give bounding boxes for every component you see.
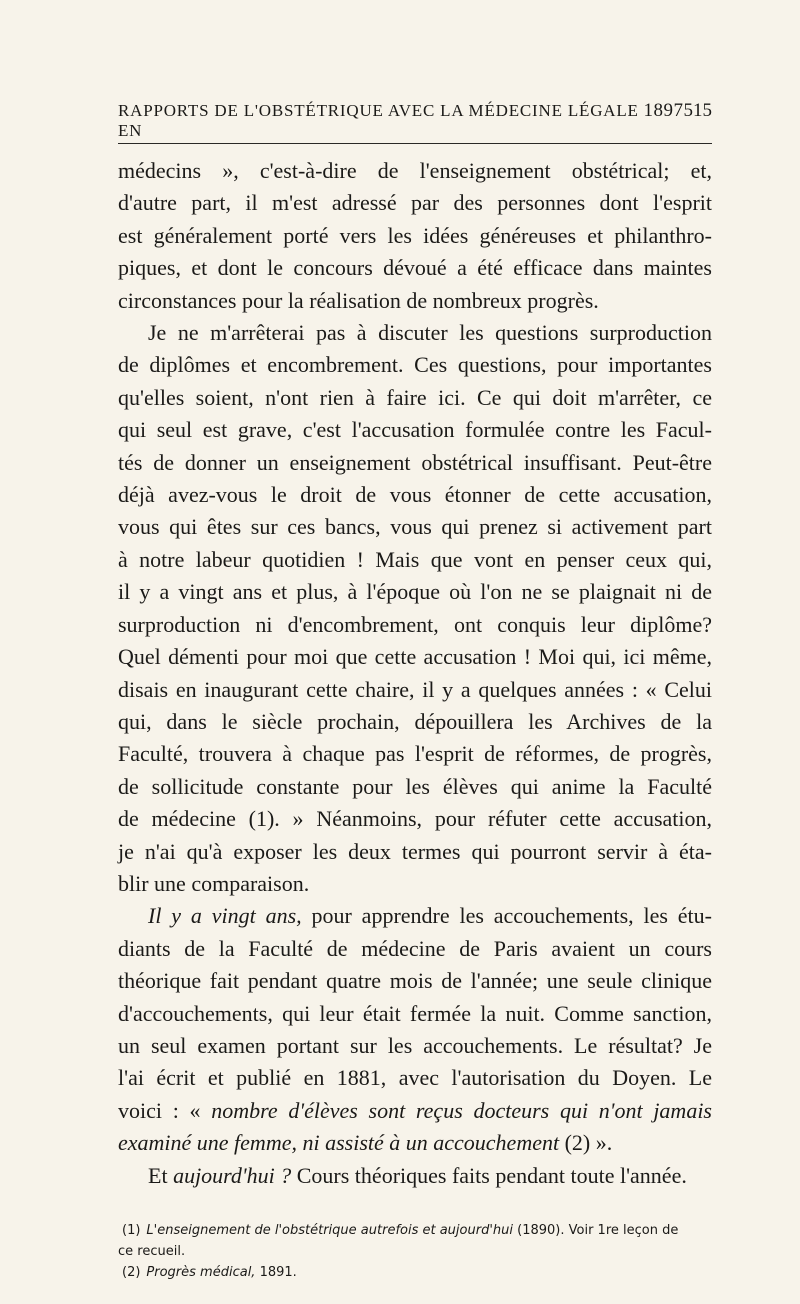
footnote-text: (1890). Voir 1re leçon de	[513, 1223, 679, 1238]
text-line: diants de la Faculté de médecine de Paris avaient un cours	[118, 935, 712, 961]
italic-text: aujourd'hui ?	[173, 1162, 292, 1188]
text-line: il y a vingt ans et plus, à l'époque où l'on ne se plaignait ni de	[118, 579, 712, 605]
text-line	[118, 1160, 712, 1192]
footnote-title: L'enseignement de l'obstétrique autrefois et aujourd'hui	[146, 1223, 513, 1238]
text-line: déjà avez-vous le droit de vous étonner de cette accusation,	[118, 482, 712, 508]
text-line: qui, dans le siècle prochain, dépouillera les Archives de la	[118, 708, 712, 734]
header-rule	[118, 143, 712, 144]
footnotes	[118, 1220, 712, 1283]
text-line: blir une comparaison.	[118, 870, 310, 896]
running-year: 1897	[643, 100, 684, 121]
text-span: (2) ».	[559, 1130, 613, 1156]
footnote-number: (2)	[122, 1265, 141, 1280]
text-span: voici : «	[118, 1097, 212, 1123]
text-line: circonstances pour la réalisation de nombreux progrès.	[118, 287, 599, 313]
running-header	[118, 100, 712, 141]
text-line: de médecine (1). » Néanmoins, pour réfuter cette accusation,	[118, 806, 712, 832]
footnote-1-continuation: ce recueil.	[118, 1244, 186, 1259]
text-line: vous qui êtes sur ces bancs, vous qui prenez si activement part	[118, 514, 712, 540]
italic-text: Il y a vingt ans,	[148, 903, 302, 929]
text-line: Quel démenti pour moi que cette accusation ! Moi qui, ici même,	[118, 644, 712, 670]
text-line: est généralement porté vers les idées généreuses et philanthro-	[118, 222, 712, 248]
page-number: 515	[683, 100, 712, 121]
text-line	[118, 1127, 712, 1159]
text-line: Je ne m'arrêterai pas à discuter les questions surproduction	[148, 320, 712, 346]
footnote-number: (1)	[122, 1223, 141, 1238]
text-line: je n'ai qu'à exposer les deux termes qui pourront servir à éta-	[118, 838, 712, 864]
text-line: qui seul est grave, c'est l'accusation formulée contre les Facul-	[118, 417, 712, 443]
text-line: tés de donner un enseignement obstétrical insuffisant. Peut-être	[118, 449, 712, 475]
text-line: théorique fait pendant quatre mois de l'année; une seule clinique	[118, 968, 712, 994]
text-line: d'autre part, il m'est adressé par des personnes dont l'esprit	[118, 190, 712, 216]
text-line: piques, et dont le concours dévoué a été efficace dans maintes	[118, 255, 712, 281]
footnote-title: Progrès médical,	[146, 1265, 256, 1280]
footnote-1	[118, 1220, 712, 1241]
text-line: de sollicitude constante pour les élèves qui anime la Faculté	[118, 773, 712, 799]
text-span: Et	[148, 1162, 174, 1188]
body-text	[118, 155, 712, 1192]
text-span: Cours théoriques faits pendant toute l'année.	[291, 1162, 687, 1188]
text-line: un seul examen portant sur les accouchements. Le résultat? Je	[118, 1032, 712, 1058]
text-line: disais en inaugurant cette chaire, il y a quelques années : « Celui	[118, 676, 712, 702]
text-line	[118, 1095, 712, 1127]
footnote-text: 1891.	[255, 1265, 297, 1280]
italic-text: nombre d'élèves sont reçus docteurs qui n'ont jamais	[211, 1097, 712, 1123]
text-line: l'ai écrit et publié en 1881, avec l'autorisation du Doyen. Le	[118, 1065, 712, 1091]
footnote-2	[118, 1262, 712, 1283]
italic-text: examiné une femme, ni assisté à un accouchement	[118, 1130, 560, 1156]
text-span: pour apprendre les accouchements, les étu-	[301, 903, 712, 929]
text-line: de diplômes et encombrement. Ces questions, pour importantes	[118, 352, 712, 378]
text-line	[118, 900, 712, 932]
text-line: à notre labeur quotidien ! Mais que vont en penser ceux qui,	[118, 546, 712, 572]
text-line: Faculté, trouvera à chaque pas l'esprit de réformes, de progrès,	[118, 741, 712, 767]
text-line: d'accouchements, qui leur était fermée la nuit. Comme sanction,	[118, 1000, 712, 1026]
text-line: médecins », c'est-à-dire de l'enseignement obstétrical; et,	[118, 158, 712, 183]
text-line: surproduction ni d'encombrement, ont conquis leur diplôme?	[118, 611, 712, 637]
text-line: qu'elles soient, n'ont rien à faire ici. Ce qui doit m'arrêter, ce	[118, 384, 712, 410]
running-title: RAPPORTS DE L'OBSTÉTRIQUE AVEC LA MÉDECINE LÉGALE EN	[118, 101, 639, 140]
